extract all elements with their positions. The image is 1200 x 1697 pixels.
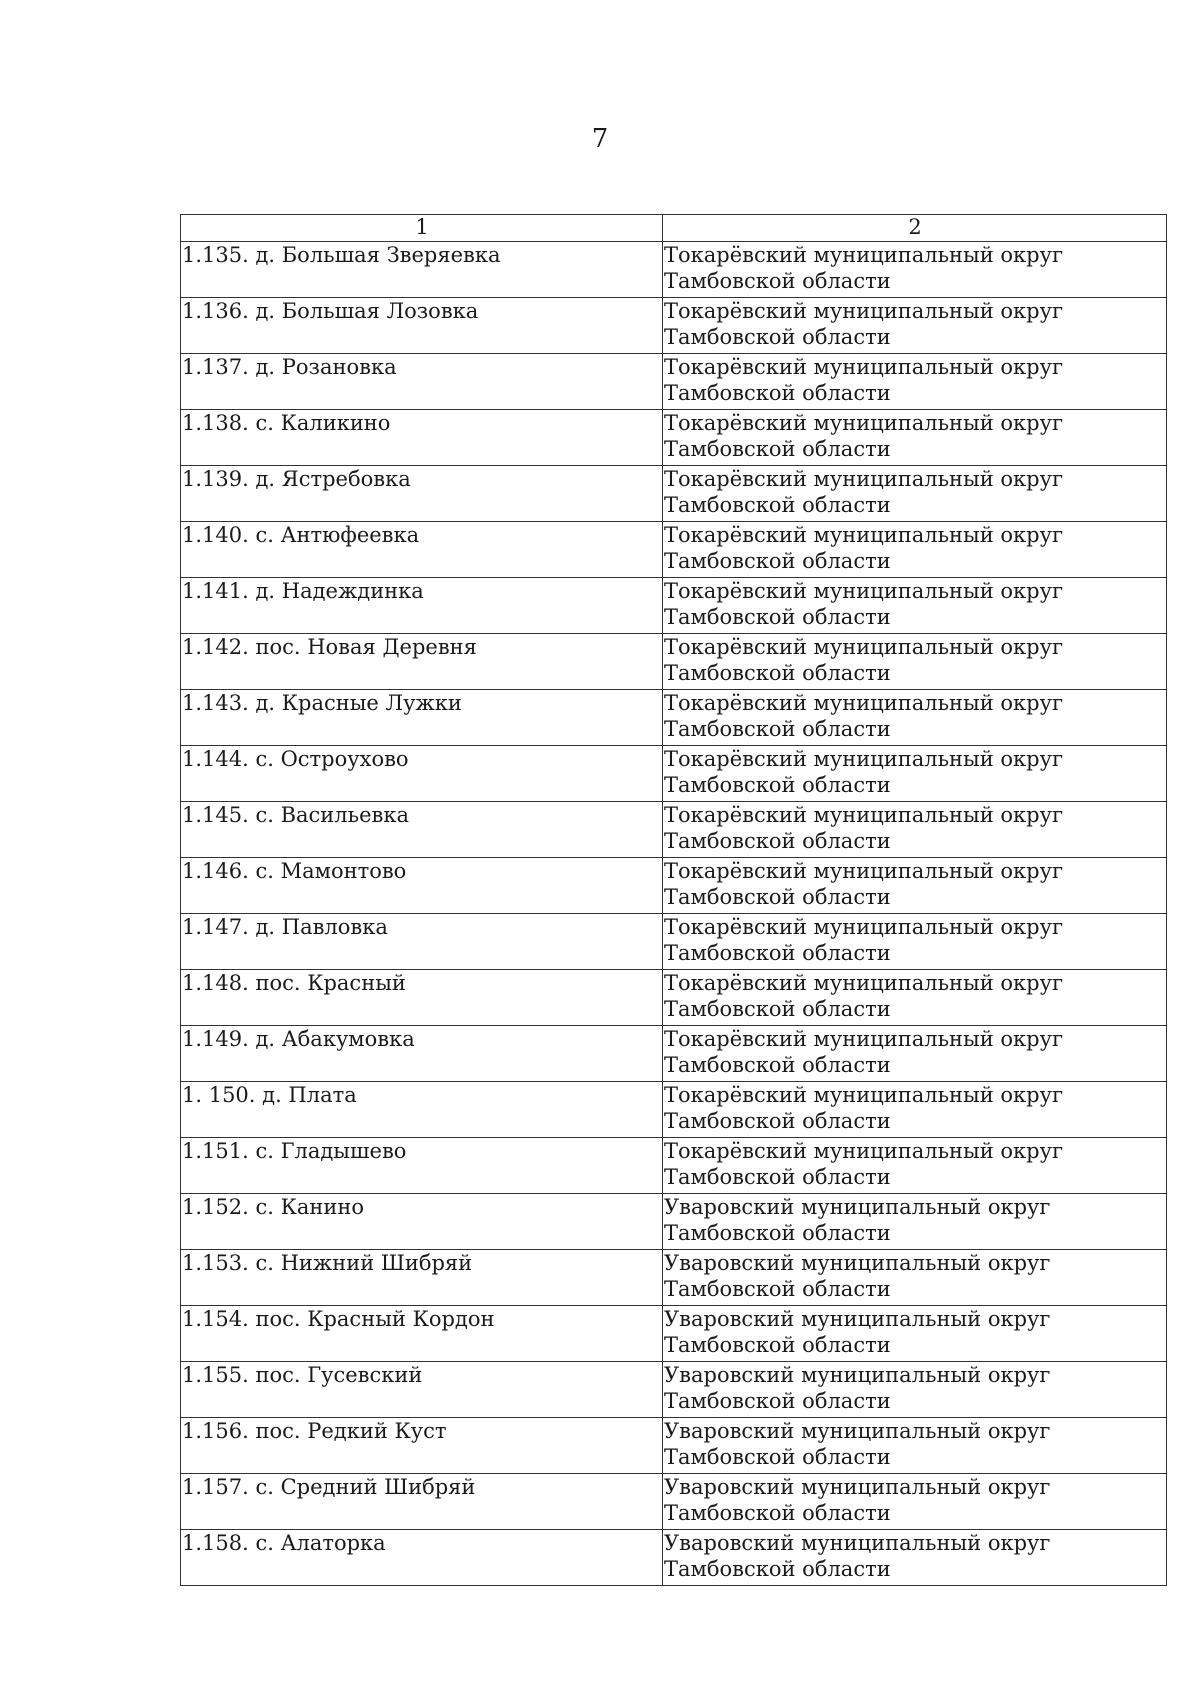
- municipal-district-cell: Токарёвский муниципальный округ Тамбовской области: [663, 578, 1167, 634]
- table-row: [181, 746, 1167, 802]
- settlement-name-cell: 1.141. д. Надеждинка: [181, 578, 663, 634]
- settlement-name-cell: 1.149. д. Абакумовка: [181, 1026, 663, 1082]
- settlement-name-cell: 1.140. с. Антюфеевка: [181, 522, 663, 578]
- municipal-district-cell: Уваровский муниципальный округ Тамбовской области: [663, 1250, 1167, 1306]
- table-row: [181, 466, 1167, 522]
- table-row: [181, 1418, 1167, 1474]
- settlement-name-cell: 1.156. пос. Редкий Куст: [181, 1418, 663, 1474]
- municipal-district-cell: Уваровский муниципальный округ Тамбовской области: [663, 1306, 1167, 1362]
- column-header-2: 2: [663, 215, 1167, 242]
- settlement-name-cell: 1.157. с. Средний Шибряй: [181, 1474, 663, 1530]
- column-header-1: 1: [181, 215, 663, 242]
- municipal-district-cell: Уваровский муниципальный округ Тамбовской области: [663, 1474, 1167, 1530]
- table-row: [181, 522, 1167, 578]
- municipal-district-cell: Токарёвский муниципальный округ Тамбовской области: [663, 1082, 1167, 1138]
- municipal-district-cell: Токарёвский муниципальный округ Тамбовской области: [663, 858, 1167, 914]
- settlement-name-cell: 1.158. с. Алаторка: [181, 1530, 663, 1586]
- settlement-name-cell: 1.144. с. Остроухово: [181, 746, 663, 802]
- municipal-district-cell: Токарёвский муниципальный округ Тамбовской области: [663, 1026, 1167, 1082]
- settlement-name-cell: 1.136. д. Большая Лозовка: [181, 298, 663, 354]
- settlement-name-cell: 1.142. пос. Новая Деревня: [181, 634, 663, 690]
- table-row: [181, 858, 1167, 914]
- municipal-district-cell: Уваровский муниципальный округ Тамбовской области: [663, 1194, 1167, 1250]
- settlement-name-cell: 1.153. с. Нижний Шибряй: [181, 1250, 663, 1306]
- table-row: [181, 914, 1167, 970]
- table-header-row: [181, 215, 1167, 242]
- table-row: [181, 1306, 1167, 1362]
- table-row: [181, 802, 1167, 858]
- table-row: [181, 690, 1167, 746]
- municipal-district-cell: Токарёвский муниципальный округ Тамбовской области: [663, 298, 1167, 354]
- municipal-district-cell: Токарёвский муниципальный округ Тамбовской области: [663, 802, 1167, 858]
- table-row: [181, 1026, 1167, 1082]
- settlement-name-cell: 1.139. д. Ястребовка: [181, 466, 663, 522]
- table-row: [181, 298, 1167, 354]
- settlement-name-cell: 1.147. д. Павловка: [181, 914, 663, 970]
- settlement-name-cell: 1.143. д. Красные Лужки: [181, 690, 663, 746]
- table-row: [181, 578, 1167, 634]
- municipal-district-cell: Уваровский муниципальный округ Тамбовской области: [663, 1530, 1167, 1586]
- page-number: 7: [591, 124, 609, 154]
- municipal-district-cell: Токарёвский муниципальный округ Тамбовской области: [663, 466, 1167, 522]
- settlement-name-cell: 1.155. пос. Гусевский: [181, 1362, 663, 1418]
- settlements-table: [180, 214, 1167, 1586]
- municipal-district-cell: Токарёвский муниципальный округ Тамбовской области: [663, 354, 1167, 410]
- settlement-name-cell: 1.151. с. Гладышево: [181, 1138, 663, 1194]
- settlement-name-cell: 1.145. с. Васильевка: [181, 802, 663, 858]
- municipal-district-cell: Токарёвский муниципальный округ Тамбовской области: [663, 970, 1167, 1026]
- table-row: [181, 634, 1167, 690]
- municipal-district-cell: Токарёвский муниципальный округ Тамбовской области: [663, 410, 1167, 466]
- table-row: [181, 970, 1167, 1026]
- municipal-district-cell: Токарёвский муниципальный округ Тамбовской области: [663, 242, 1167, 298]
- municipal-district-cell: Токарёвский муниципальный округ Тамбовской области: [663, 1138, 1167, 1194]
- table-row: [181, 1530, 1167, 1586]
- table-row: [181, 242, 1167, 298]
- municipal-district-cell: Токарёвский муниципальный округ Тамбовской области: [663, 746, 1167, 802]
- settlement-name-cell: 1. 150. д. Плата: [181, 1082, 663, 1138]
- settlement-name-cell: 1.135. д. Большая Зверяевка: [181, 242, 663, 298]
- settlement-name-cell: 1.148. пос. Красный: [181, 970, 663, 1026]
- settlement-name-cell: 1.137. д. Розановка: [181, 354, 663, 410]
- table-row: [181, 410, 1167, 466]
- table-row: [181, 1250, 1167, 1306]
- municipal-district-cell: Уваровский муниципальный округ Тамбовской области: [663, 1362, 1167, 1418]
- table-row: [181, 1474, 1167, 1530]
- table-row: [181, 354, 1167, 410]
- municipal-district-cell: Токарёвский муниципальный округ Тамбовской области: [663, 522, 1167, 578]
- settlement-name-cell: 1.146. с. Мамонтово: [181, 858, 663, 914]
- table-body: [181, 242, 1167, 1586]
- settlement-name-cell: 1.138. с. Каликино: [181, 410, 663, 466]
- settlement-name-cell: 1.152. с. Канино: [181, 1194, 663, 1250]
- table-row: [181, 1362, 1167, 1418]
- table-row: [181, 1194, 1167, 1250]
- table-row: [181, 1082, 1167, 1138]
- municipal-district-cell: Токарёвский муниципальный округ Тамбовской области: [663, 634, 1167, 690]
- municipal-district-cell: Токарёвский муниципальный округ Тамбовской области: [663, 914, 1167, 970]
- municipal-district-cell: Уваровский муниципальный округ Тамбовской области: [663, 1418, 1167, 1474]
- settlement-name-cell: 1.154. пос. Красный Кордон: [181, 1306, 663, 1362]
- table-row: [181, 1138, 1167, 1194]
- municipal-district-cell: Токарёвский муниципальный округ Тамбовской области: [663, 690, 1167, 746]
